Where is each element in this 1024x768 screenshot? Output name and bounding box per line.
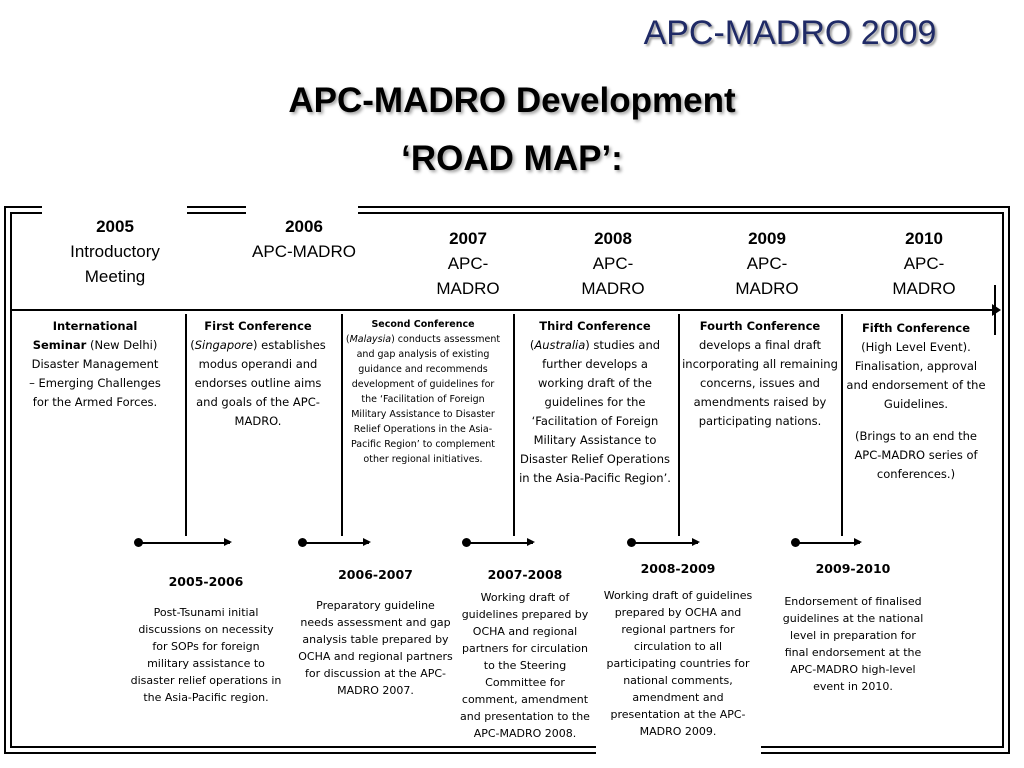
corner-title: APC-MADRO 2009 xyxy=(643,14,937,52)
conference-fifth-note: (Brings to an end the APC-MADRO series of conferences.) xyxy=(854,429,978,481)
year-header-2007: 2007 APC-MADRO xyxy=(436,229,500,298)
conference-first: First Conference (Singapore) establishes modus operandi and endorses outline aims and goals of the APC-MADRO. xyxy=(190,319,326,428)
period-2006-2007: 2006-2007 Preparatory guideline needs assessment and gap analysis table prepared by OCHA and regional partners for discussion at the APC-MADRO 2007. xyxy=(298,567,453,697)
year-header-2005: 2005 Introductory Meeting xyxy=(70,217,160,286)
period-2009-2010: 2009-2010 Endorsement of finalised guidelines at the national level in preparation for final endorsement at the APC-MADRO high-level event in 2010. xyxy=(782,561,924,693)
period-arrow-icon xyxy=(467,542,533,544)
year-header-2010: 2010 APC-MADRO xyxy=(892,229,956,298)
year-header-2009: 2009 APC-MADRO xyxy=(735,229,799,298)
period-arrow-icon xyxy=(796,542,860,544)
divider-line xyxy=(841,314,843,536)
year-header-2008: 2008 APC-MADRO xyxy=(581,229,645,298)
title-line-1: APC-MADRO Development xyxy=(288,81,736,120)
conference-international-seminar: International Seminar (New Delhi) Disaster Management – Emerging Challenges for the Armed Forces. xyxy=(29,319,161,409)
conference-third: Third Conference (Australia) studies and further develops a working draft of the guidelines for the ‘Facilitation of Foreign Military Assistance to Disaster Relief Operations in the Asia-Pacific Region’. xyxy=(519,319,671,485)
period-arrow-icon xyxy=(139,542,230,544)
title-line-2: ‘ROAD MAP’: xyxy=(401,139,623,178)
period-2007-2008: 2007-2008 Working draft of guidelines prepared by OCHA and regional partners for circulation to the Steering Committee for comment, amendment and presentation to the APC-MADRO 2008. xyxy=(460,567,590,740)
divider-line xyxy=(678,314,680,536)
frame-gap-bottom xyxy=(596,740,761,756)
period-arrow-icon xyxy=(632,542,698,544)
year-header-2006: 2006 APC-MADRO xyxy=(252,217,356,261)
period-2008-2009: 2008-2009 Working draft of guidelines prepared by OCHA and regional partners for circulation to all participating countries for national comments, amendment and presentation at the APC-MADRO 2009. xyxy=(603,561,753,738)
timeline-axis xyxy=(12,309,992,311)
conference-fourth: Fourth Conference develops a final draft incorporating all remaining concerns, issues and amendments raised by participating nations. xyxy=(682,319,838,428)
page-title xyxy=(0,72,1024,188)
divider-line xyxy=(341,314,343,536)
conference-fifth: Fifth Conference (High Level Event). Finalisation, approval and endorsement of the Guidelines. (Brings to an end the APC-MADRO series of conferences.) xyxy=(845,319,987,484)
divider-line xyxy=(513,314,515,536)
conference-second: Second Conference (Malaysia) conducts assessment and gap analysis of existing guidance and recommends development of guidelines for the ‘Facilitation of Foreign Military Assistance to Disaster Relief Operations in the Asia-Pacific Region’ to complement other regional initiatives. xyxy=(345,319,501,465)
period-2005-2006: 2005-2006 Post-Tsunami initial discussions on necessity for SOPs for foreign military assistance to disaster relief operations in the Asia-Pacific region. xyxy=(130,574,282,704)
timeline-end-tick xyxy=(994,285,996,335)
period-arrow-icon xyxy=(303,542,369,544)
